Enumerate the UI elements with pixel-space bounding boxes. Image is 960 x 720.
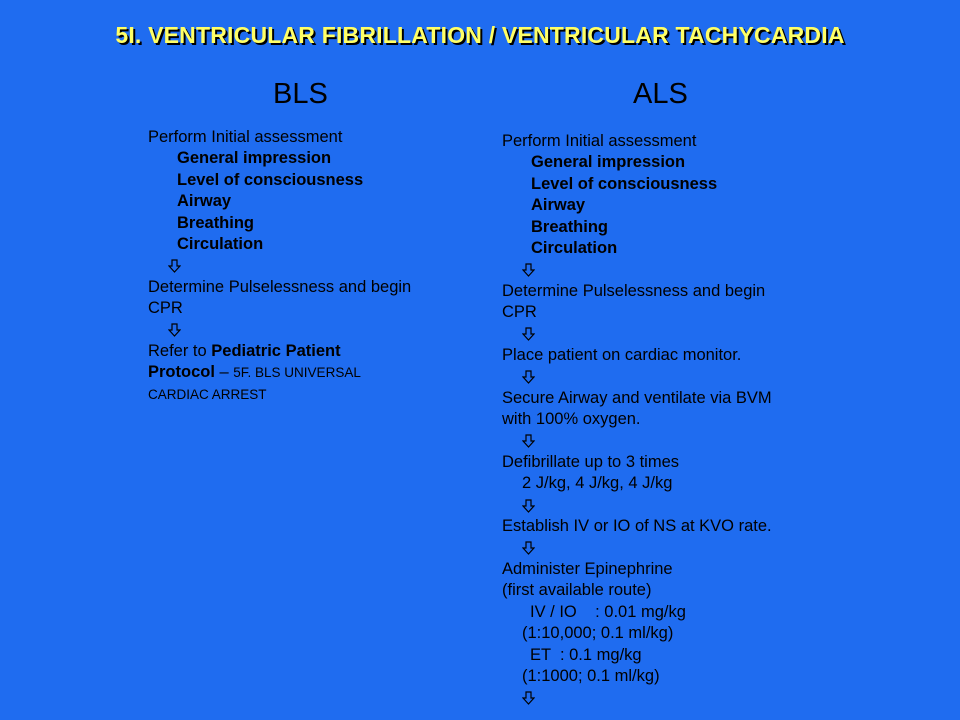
als-sub-item: Circulation <box>531 239 618 258</box>
bls-column <box>148 127 468 405</box>
bls-refer-protocol2: Protocol <box>148 363 215 382</box>
als-column <box>502 131 832 709</box>
page-title: 5I. VENTRICULAR FIBRILLATION / VENTRICULAR TACHYCARDIA <box>115 22 845 48</box>
down-arrow-icon <box>148 320 468 341</box>
als-sub-item: Breathing <box>531 217 609 236</box>
als-iv: Establish IV or IO of NS at KVO rate. <box>502 517 772 536</box>
down-arrow-icon <box>502 259 832 280</box>
bls-refer-dash: – <box>214 363 234 382</box>
als-sub-item: Airway <box>531 196 586 215</box>
als-assess: Perform Initial assessment <box>502 132 697 150</box>
als-heading: ALS <box>633 78 688 110</box>
bls-assess: Perform Initial assessment <box>148 128 343 146</box>
bls-sub-item: Level of consciousness <box>177 170 364 189</box>
bls-pulse: Determine Pulselessness and begin <box>148 277 412 296</box>
bls-refer-prefix: Refer to <box>148 342 212 361</box>
als-epi-iv-conc: (1:10,000; 0.1 ml/kg) <box>522 624 674 643</box>
bls-refer-ref: 5F. BLS UNIVERSAL <box>233 365 361 381</box>
down-arrow-icon <box>502 687 832 708</box>
bls-refer-protocol: Pediatric Patient <box>211 342 341 361</box>
als-pulse-cpr: CPR <box>502 303 537 322</box>
bls-refer-line2 <box>148 362 468 383</box>
bls-refer-ref2: CARDIAC ARREST <box>148 386 267 402</box>
als-epi-iv-dose: IV / IO : 0.01 mg/kg <box>530 602 686 621</box>
down-arrow-icon <box>502 324 832 345</box>
als-airway: Secure Airway and ventilate via BVM <box>502 388 772 407</box>
down-arrow-icon <box>502 431 832 452</box>
bls-sub-item: General impression <box>177 149 332 168</box>
als-epi-et-dose: ET : 0.1 mg/kg <box>530 645 642 664</box>
bls-sub-item: Breathing <box>177 213 255 232</box>
als-epi-route: (first available route) <box>502 581 652 600</box>
down-arrow-icon <box>502 495 832 516</box>
als-sub-item: Level of consciousness <box>531 174 718 193</box>
als-epi-et-conc: (1:1000; 0.1 ml/kg) <box>522 667 660 686</box>
als-defib: Defibrillate up to 3 times <box>502 453 679 472</box>
bls-pulse-cpr: CPR <box>148 299 183 318</box>
down-arrow-icon <box>502 366 832 387</box>
als-defib-doses: 2 J/kg, 4 J/kg, 4 J/kg <box>522 474 673 493</box>
bls-heading: BLS <box>273 78 328 110</box>
als-sub-item: General impression <box>531 153 686 172</box>
als-airway-oxygen: with 100% oxygen. <box>502 410 641 429</box>
bls-refer <box>148 341 468 362</box>
bls-sub-item: Airway <box>177 192 232 211</box>
als-monitor: Place patient on cardiac monitor. <box>502 346 742 365</box>
down-arrow-icon <box>148 255 468 276</box>
als-epi: Administer Epinephrine <box>502 560 673 579</box>
bls-sub-item: Circulation <box>177 235 264 254</box>
als-pulse: Determine Pulselessness and begin <box>502 281 766 300</box>
down-arrow-icon <box>502 538 832 559</box>
